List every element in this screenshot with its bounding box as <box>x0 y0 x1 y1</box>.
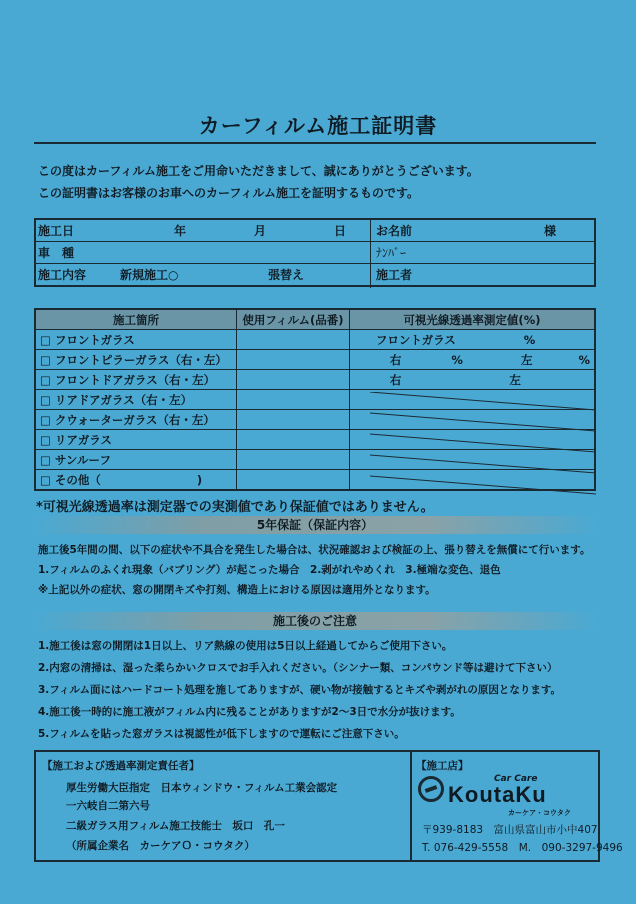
checkbox-icon[interactable]: □ <box>40 432 51 447</box>
day-label: 日 <box>334 224 347 238</box>
table-row <box>35 350 595 370</box>
page-title: カーフィルム施工証明書 <box>198 114 438 138</box>
new-install-label: 新規施工○ <box>120 268 179 282</box>
replace-label: 張替え <box>268 268 305 282</box>
place-label: その他（ <box>54 472 101 487</box>
close-paren: ) <box>196 472 203 487</box>
warranty-line: ※上記以外の症状、窓の開閉キズや打刻、構造上における原因は適用外となります。 <box>38 584 436 596</box>
year-label: 年 <box>174 224 187 238</box>
checkbox-icon[interactable]: □ <box>40 392 51 407</box>
place-label: サンルーフ <box>54 452 111 467</box>
logo-small-text: Car Care <box>494 774 538 784</box>
footer-box <box>34 750 623 862</box>
caution-line: 5.フィルムを貼った窓ガラスは視認性が低下しますので運転にご注意下さい。 <box>38 728 405 740</box>
intro-line-1: この度はカーフィルム施工をご用命いただきまして、誠にありがとうございます。 <box>38 164 479 178</box>
table-row <box>35 370 595 390</box>
shop-address: 〒939-8183 富山県富山市小中407 <box>422 824 598 836</box>
header-place: 施工箇所 <box>35 309 236 330</box>
responsible-line: 二級ガラス用フィルム施工技能士 坂口 孔一 <box>66 820 285 832</box>
strike-line <box>370 455 596 473</box>
place-label: フロントピラーガラス（右・左） <box>54 352 227 367</box>
checkbox-icon[interactable]: □ <box>40 452 51 467</box>
installer-label: 施工者 <box>376 268 413 282</box>
content-label: 施工内容 <box>38 268 87 282</box>
warranty-line: 施工後5年間の間、以下の症状や不具合を発生した場合は、状況確認および検証の上、張り替えを無償にて行います。 <box>38 544 591 556</box>
place-label: リアドアガラス（右・左） <box>54 392 193 407</box>
measure-label: フロントガラス <box>375 332 456 347</box>
percent-label: % <box>451 352 463 367</box>
unit-label: % <box>523 332 536 347</box>
checkbox-icon[interactable]: □ <box>40 372 51 387</box>
checkbox-icon[interactable]: □ <box>40 472 51 487</box>
responsible-line: （所属企業名 カーケアＯ・コウタク） <box>66 840 255 852</box>
shop-heading: 【施工店】 <box>416 760 469 772</box>
left-label: 左 <box>509 372 521 387</box>
table-row <box>35 330 595 350</box>
header-transmittance: 可視光線透過率測定値(%) <box>349 309 595 330</box>
caution-line: 2.内窓の清掃は、湿った柔らかいクロスでお手入れください。（シンナー類、コンパウンド等は避けて下さい） <box>38 662 558 674</box>
number-label: ﾅﾝﾊﾞｰ <box>376 246 407 260</box>
warranty-heading: 5年保証（保証内容） <box>34 516 596 534</box>
place-label: クウォーターガラス（右・左） <box>54 412 215 427</box>
date-label: 施工日 <box>38 224 75 238</box>
header-film: 使用フィルム(品番) <box>236 309 349 330</box>
place-label: フロントドアガラス（右・左） <box>54 372 216 387</box>
sama-label: 様 <box>544 224 557 238</box>
percent-label: % <box>578 352 590 367</box>
disclaimer: *可視光線透過率は測定器での実測値であり保証値ではありません。 <box>36 500 434 515</box>
logo-icon <box>418 776 444 802</box>
place-label: リアガラス <box>54 432 112 447</box>
caution-line: 1.施工後は窓の開閉は1日以上、リア熱線の使用は5日以上経過してからご使用下さい。 <box>38 640 453 652</box>
caution-heading: 施工後のご注意 <box>34 612 596 630</box>
strike-line <box>370 434 596 452</box>
strike-line <box>370 413 596 431</box>
responsible-line: 一六岐自二第六号 <box>66 800 150 812</box>
place-label: フロントガラス <box>54 332 135 347</box>
logo-text: KoutaKu <box>448 782 547 807</box>
month-label: 月 <box>254 224 267 238</box>
checkbox-icon[interactable]: □ <box>40 352 51 367</box>
left-label: 左 <box>520 352 533 367</box>
checkbox-icon[interactable]: □ <box>40 332 51 347</box>
responsible-heading: 【施工および透過率測定責任者】 <box>42 760 200 772</box>
logo-sub-text: カーケア・コウタク <box>508 809 571 817</box>
checkbox-icon[interactable]: □ <box>40 412 51 427</box>
intro-line-2: この証明書はお客様のお車へのカーフィルム施工を証明するものです。 <box>38 186 420 200</box>
info-divider <box>370 220 371 288</box>
strike-lines <box>370 392 596 496</box>
name-label: お名前 <box>376 224 413 238</box>
warranty-line: 1.フィルムのふくれ現象（バブリング）が起こった場合 2.剥がれやめくれ 3.極端な変色、退色 <box>38 564 501 576</box>
car-label: 車 種 <box>38 246 75 260</box>
caution-line: 3.フィルム面にはハードコート処理を施してありますが、硬い物が接触するとキズや剥がれの原因となります。 <box>38 684 562 696</box>
shop-phone: T. 076-429-5558 M. 090-3297-9496 <box>422 842 623 854</box>
caution-line: 4.施工後一時的に施工液がフィルム内に残ることがありますが2～3日で水分が抜けます。 <box>38 706 461 718</box>
strike-line <box>370 476 596 494</box>
right-label: 右 <box>389 372 402 387</box>
responsible-line: 厚生労働大臣指定 日本ウィンドウ・フィルム工業会認定 <box>66 782 338 794</box>
footer-divider <box>410 752 412 860</box>
strike-line <box>370 392 596 410</box>
right-label: 右 <box>389 352 402 367</box>
title-underline <box>34 142 596 144</box>
customer-info-table <box>34 218 596 287</box>
